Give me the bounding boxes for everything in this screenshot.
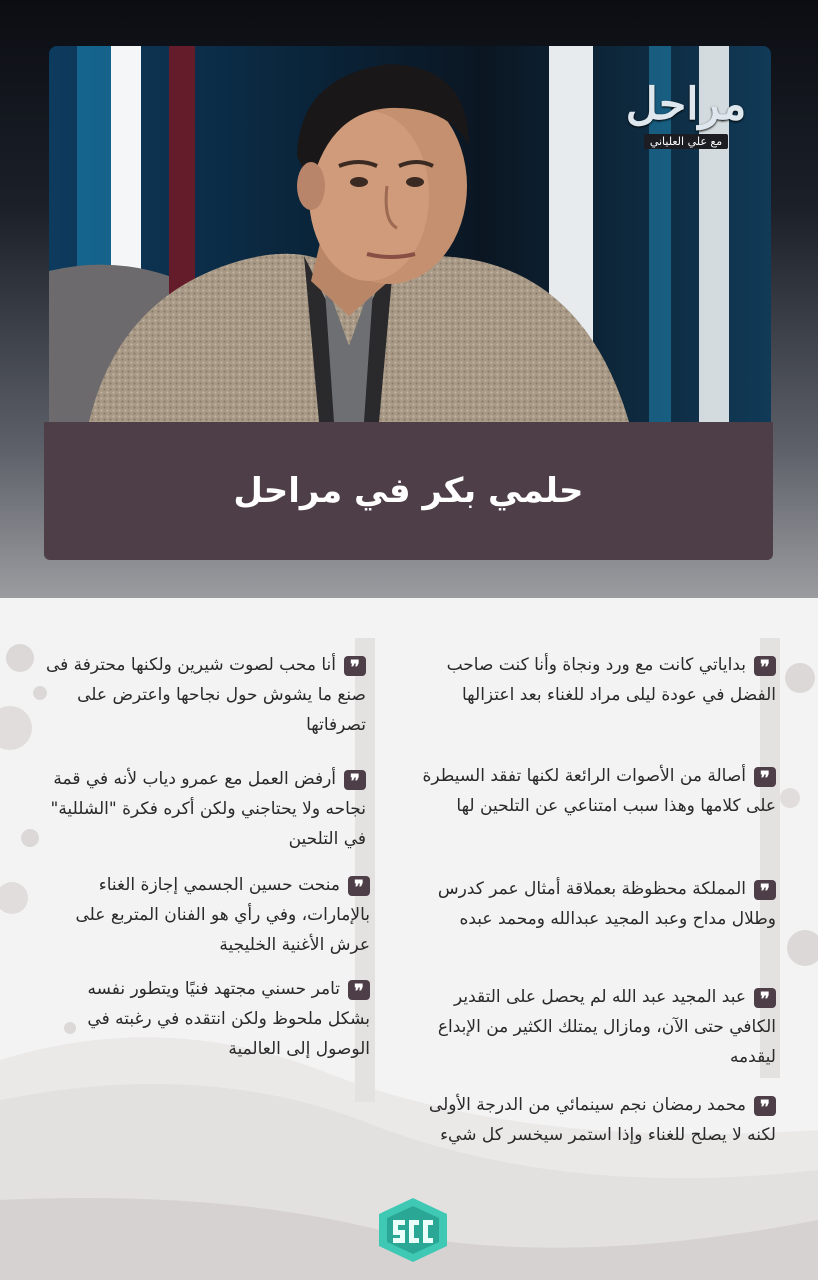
quote-item bbox=[410, 650, 776, 710]
quote-text: تامر حسني مجتهد فنيًا ويتطور نفسه بشكل ملحوظ ولكن انتقده في رغبته في الوصول إلى العالمية bbox=[87, 979, 370, 1059]
quotes-section bbox=[0, 598, 818, 1280]
quote-mark-icon: ❞ bbox=[344, 656, 366, 676]
quote-mark-icon: ❞ bbox=[754, 988, 776, 1008]
sbc-logo-icon bbox=[373, 1196, 453, 1264]
page-title: حلمي بكر في مراحل bbox=[233, 471, 584, 511]
quote-text: منحت حسين الجسمي إجازة الغناء بالإمارات، وفي رأي هو الفنان المتربع على عرش الأغنية الخليجية bbox=[75, 875, 370, 955]
quote-item bbox=[40, 974, 370, 1064]
quote-mark-icon: ❞ bbox=[754, 1096, 776, 1116]
quote-mark-icon: ❞ bbox=[348, 876, 370, 896]
quote-text: عبد المجيد عبد الله لم يحصل على التقدير الكافي حتى الآن، ومازال يمتلك الكثير من الإبداع ليقدمه bbox=[437, 987, 776, 1067]
show-logo bbox=[621, 80, 751, 170]
quote-item bbox=[410, 1090, 776, 1150]
quote-text: بداياتي كانت مع ورد ونجاة وأنا كنت صاحب الفضل في عودة ليلى مراد للغناء بعد اعتزالها bbox=[446, 655, 776, 705]
quote-mark-icon: ❞ bbox=[754, 767, 776, 787]
quote-text: أصالة من الأصوات الرائعة لكنها تفقد السيطرة على كلامها وهذا سبب امتناعي عن التلحين لها bbox=[422, 766, 776, 816]
guest-photo bbox=[49, 46, 771, 422]
title-bar bbox=[44, 422, 773, 560]
quote-mark-icon: ❞ bbox=[348, 980, 370, 1000]
quote-mark-icon: ❞ bbox=[754, 656, 776, 676]
quote-text: أرفض العمل مع عمرو دياب لأنه في قمة نجاحه ولا يحتاجني ولكن أكره فكرة "الشللية" في التلحين bbox=[50, 769, 366, 849]
quote-item bbox=[40, 870, 370, 960]
quote-item bbox=[410, 761, 776, 821]
show-logo-main: مراحل bbox=[625, 79, 747, 130]
quote-item bbox=[410, 874, 776, 934]
quote-text: المملكة محظوظة بعملاقة أمثال عمر كدرس وطلال مداح وعبد المجيد عبدالله ومحمد عبده bbox=[437, 879, 776, 929]
quote-text: أنا محب لصوت شيرين ولكنها محترفة فى صنع ما يشوش حول نجاحها واعترض على تصرفاتها bbox=[45, 655, 366, 735]
show-logo-sub: مع علي العلياني bbox=[644, 134, 728, 149]
quote-item bbox=[40, 650, 366, 740]
quote-mark-icon: ❞ bbox=[754, 880, 776, 900]
quote-text: محمد رمضان نجم سينمائي من الدرجة الأولى لكنه لا يصلح للغناء وإذا استمر سيخسر كل شيء bbox=[428, 1095, 776, 1145]
quote-item bbox=[410, 982, 776, 1072]
quote-mark-icon: ❞ bbox=[344, 770, 366, 790]
quote-item bbox=[40, 764, 366, 854]
